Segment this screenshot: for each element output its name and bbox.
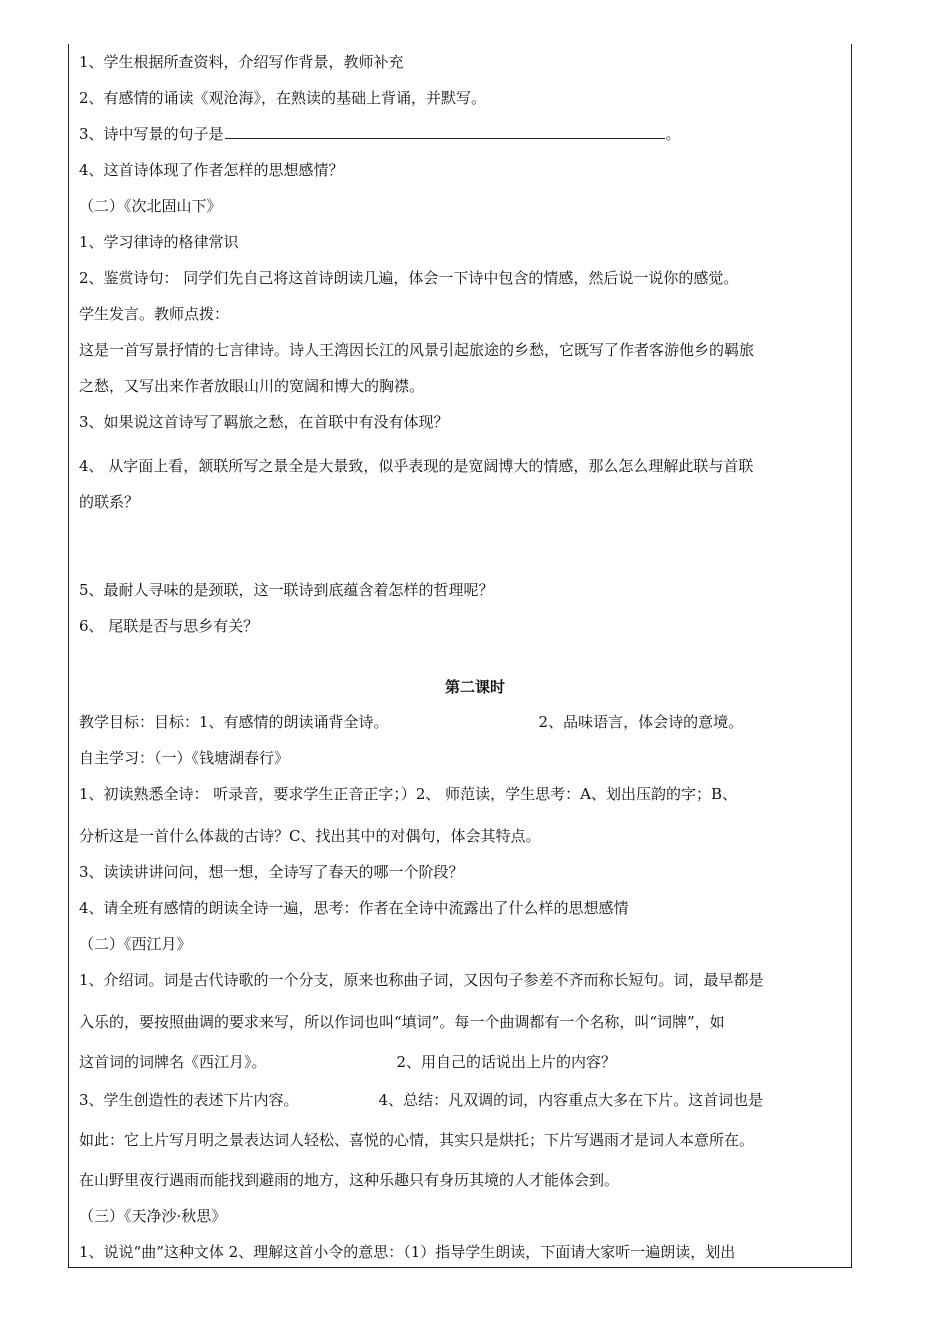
section-title: 第二课时: [444, 678, 505, 696]
text-line: 4、 从字面上看，颔联所写之景全是大景致，似乎表现的是宽阔博大的情感，那么怎么理解此联与首联: [79, 457, 754, 475]
text-line: 入乐的，要按照曲调的要求来写，所以作词也叫“填词”。每一个曲调都有一个名称，叫“词牌”，如: [79, 1013, 725, 1031]
answer-blank[interactable]: [225, 124, 665, 139]
text-line: 2、有感情的诵读《观沧海》，在熟读的基础上背诵，并默写。: [79, 89, 487, 107]
goals-line: 教学目标：目标：1、有感情的朗读诵背全诗。 2、品味语言，体会诗的意境。: [79, 713, 744, 731]
table-frame: [68, 44, 852, 1268]
text-line: 这是一首写景抒情的七言律诗。诗人王湾因长江的风景引起旅途的乡愁，它既写了作者客游他乡的羁旅: [79, 341, 755, 359]
text-line: 分析这是一首什么体裁的古诗？C、找出其中的对偶句，体会其特点。: [79, 827, 541, 845]
text-line: 4、请全班有感情的朗读全诗一遍，思考：作者在全诗中流露出了什么样的思想感情: [79, 899, 629, 917]
text-line: 3、如果说这首诗写了羁旅之愁，在首联中有没有体现？: [79, 413, 449, 431]
text-line: 3、学生创造性的表述下片内容。 4、总结：凡双调的词，内容重点大多在下片。这首词也是: [79, 1091, 764, 1109]
text-line: 如此：它上片写月明之景表达词人轻松、喜悦的心情，其实只是烘托；下片写遇雨才是词人本意所在。: [79, 1131, 755, 1149]
text-line: 3、读读讲讲问问，想一想，全诗写了春天的哪一个阶段？: [79, 863, 464, 881]
text-line: 在山野里夜行遇雨而能找到避雨的地方，这种乐趣只有身历其境的人才能体会到。: [79, 1171, 620, 1189]
text-line: 之愁，又写出来作者放眼山川的宽阔和博大的胸襟。: [79, 377, 425, 395]
text-line: 自主学习：（一）《钱塘湖春行》: [79, 749, 290, 767]
text-line: 1、说说“曲”这种文体 2、理解这首小令的意思：（1）指导学生朗读，下面请大家听一遍朗读，划出: [79, 1243, 736, 1261]
text-line: 学生发言。教师点拨：: [79, 305, 230, 323]
section-heading: （二）《次北固山下》: [79, 197, 222, 215]
section-heading: （二）《西江月》: [79, 935, 192, 953]
text-line: 1、介绍词。词是古代诗歌的一个分支，原来也称曲子词，又因句子参差不齐而称长短句。词，最早都是: [79, 971, 764, 989]
text-line: 4、这首诗体现了作者怎样的思想感情？: [79, 161, 344, 179]
text-line: 这首词的词牌名《西江月》。 2、用自己的话说出上片的内容？: [79, 1053, 617, 1071]
fill-blank-line: 3、诗中写景的句子是 。: [79, 125, 681, 143]
section-heading: （三）《天净沙·秋思》: [79, 1207, 227, 1225]
text-line: 1、学习律诗的格律常识: [79, 233, 239, 251]
text-line: 的联系？: [79, 493, 140, 511]
text-line: 1、初读熟悉全诗： 听录音，要求学生正音正字；）2、 师范读，学生思考：A、划出压韵的字；B、: [79, 785, 737, 803]
text-line: 6、 尾联是否与思乡有关？: [79, 617, 259, 635]
text-line: 1、学生根据所查资料，介绍写作背景，教师补充: [79, 53, 404, 71]
text-line: 5、最耐人寻味的是颈联，这一联诗到底蕴含着怎样的哲理呢？: [79, 581, 494, 599]
text-line: 2、鉴赏诗句： 同学们先自己将这首诗朗读几遍，体会一下诗中包含的情感，然后说一说你的感觉。: [79, 269, 739, 287]
